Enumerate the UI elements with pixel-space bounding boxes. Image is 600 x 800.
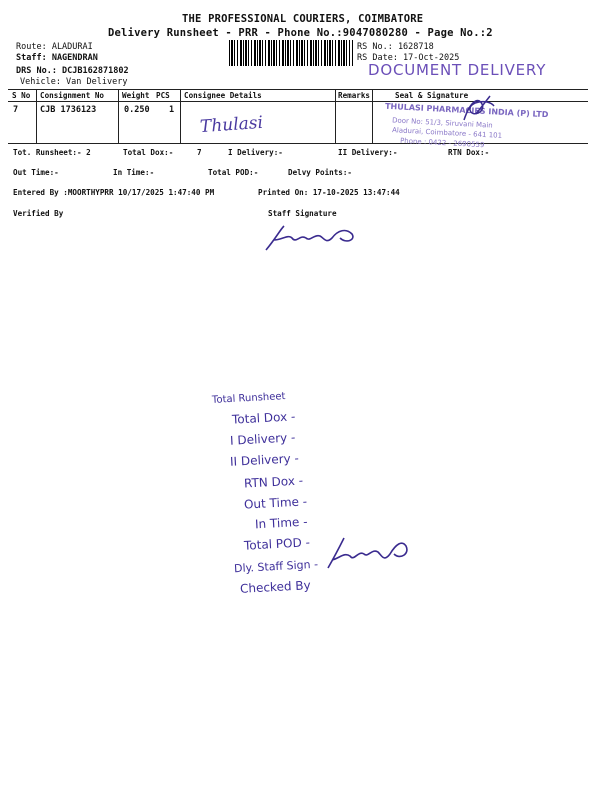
rtn-dox: RTN Dox:- — [448, 148, 490, 157]
col-header-consignee: Consignee Details — [184, 91, 262, 100]
entered-by: Entered By :MOORTHYPRR 10/17/2025 1:47:40 PM — [13, 188, 215, 197]
stamp-checked-by: Checked By — [239, 578, 311, 596]
seal-address-line1: Door No: 51/3, Siruvani Main — [391, 116, 493, 130]
stamp-rtn-dox: RTN Dox - — [243, 473, 304, 491]
delvy-points: Delvy Points:- — [288, 168, 353, 177]
document-title: THE PROFESSIONAL COURIERS, COIMBATORE — [182, 13, 424, 25]
stamp-ii-delivery: II Delivery - — [229, 451, 300, 469]
rs-date: RS Date: 17-Oct-2025 — [357, 53, 460, 63]
stamp-i-delivery: I Delivery - — [229, 430, 296, 448]
col-header-sno: S No — [12, 91, 31, 100]
rs-number: RS No.: 1628718 — [357, 42, 434, 52]
consignee-handwriting: Thulasi — [199, 112, 264, 138]
row-weight: 0.250 — [124, 105, 150, 115]
vehicle-label: Vehicle: Van Delivery — [20, 77, 128, 87]
table-top-border — [8, 89, 588, 90]
table-divider — [180, 89, 181, 143]
col-header-seal: Seal & Signature — [395, 91, 469, 100]
ii-delivery: II Delivery:- — [338, 148, 398, 157]
total-dox-label: Total Dox:- — [123, 148, 174, 157]
row-pcs: 1 — [169, 105, 175, 115]
row-sno: 7 — [13, 105, 19, 115]
verified-by: Verified By — [13, 209, 64, 218]
printed-on: Printed On: 17-10-2025 13:47:44 — [258, 188, 400, 197]
staff-signature — [262, 220, 362, 256]
stamp-dly-staff-sign: Dly. Staff Sign - — [233, 557, 319, 576]
drs-number: DRS No.: DCJB162871802 — [16, 66, 129, 76]
col-header-remarks: Remarks — [338, 91, 371, 100]
stamp-out-time: Out Time - — [243, 494, 308, 512]
i-delivery: I Delivery:- — [228, 148, 283, 157]
dly-staff-signature — [322, 532, 412, 574]
total-dox-value: 7 — [197, 148, 202, 157]
document-subtitle: Delivery Runsheet - PRR - Phone No.:9047080280 - Page No.:2 — [108, 27, 493, 39]
stamp-total-runsheet: Total Runsheet — [211, 391, 286, 406]
out-time: Out Time:- — [13, 168, 59, 177]
staff-label: Staff: NAGENDRAN — [16, 53, 98, 63]
stamp-in-time: In Time - — [254, 514, 308, 532]
col-header-consignment: Consignment No — [40, 91, 105, 100]
in-time: In Time:- — [113, 168, 155, 177]
table-divider — [335, 89, 336, 143]
stamp-total-dox: Total Dox - — [231, 409, 296, 427]
document-delivery-stamp: DOCUMENT DELIVERY — [368, 61, 547, 79]
barcode — [229, 40, 353, 66]
stamp-total-pod: Total POD - — [243, 535, 311, 553]
table-divider — [372, 89, 373, 143]
total-pod: Total POD:- — [208, 168, 259, 177]
col-header-pcs: PCS — [156, 91, 170, 100]
seal-company-name: THULASI PHARMACIES INDIA (P) LTD — [384, 101, 549, 120]
table-bottom-border — [8, 143, 588, 144]
staff-signature-label: Staff Signature — [268, 209, 337, 218]
seal-signature — [458, 92, 498, 126]
route-label: Route: ALADURAI — [16, 42, 93, 52]
seal-address-line2: Aladurai, Coimbatore - 641 101 — [391, 126, 503, 140]
table-divider — [36, 89, 37, 143]
table-header-border — [8, 101, 588, 102]
tot-runsheet: Tot. Runsheet:- 2 — [13, 148, 91, 157]
row-consignment: CJB 1736123 — [40, 105, 97, 115]
col-header-weight: Weight — [122, 91, 150, 100]
table-divider — [118, 89, 119, 143]
seal-phone: Phone : 0422 - 2690559 — [399, 136, 485, 150]
